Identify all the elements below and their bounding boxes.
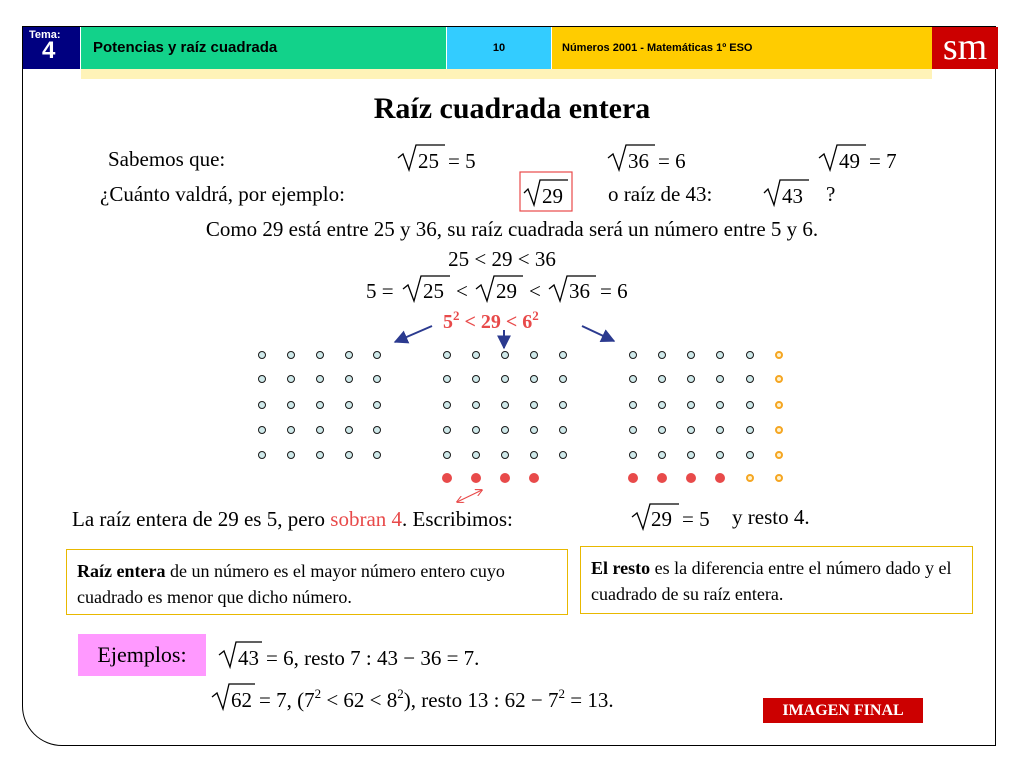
examples-label: Ejemplos: xyxy=(78,634,206,676)
grid-25-dot xyxy=(345,351,353,359)
conclusion-text: La raíz entera de 29 es 5, pero sobran 4. Escribimos: xyxy=(72,507,513,531)
grid-36-dot xyxy=(629,351,637,359)
page-number: 10 xyxy=(447,27,551,69)
grid-36-dot xyxy=(716,401,724,409)
grid-25-dot xyxy=(287,375,295,383)
grid-36-red-dot xyxy=(686,473,696,483)
svg-text:= 5: = 5 xyxy=(682,507,710,531)
grid-25-dot xyxy=(373,351,381,359)
svg-text:29: 29 xyxy=(651,507,672,531)
grid-25-dot xyxy=(287,401,295,409)
grid-36-dot xyxy=(658,351,666,359)
grid-36-dot xyxy=(658,375,666,383)
grid-36-orange-dot xyxy=(775,351,783,359)
slide-title: Raíz cuadrada entera xyxy=(373,92,651,125)
grid-29-dot xyxy=(559,401,567,409)
grid-36-red-dot xyxy=(628,473,638,483)
definition-rest-term: El resto xyxy=(591,558,651,578)
grid-25-dot xyxy=(345,426,353,434)
grid-25-dot xyxy=(316,401,324,409)
grid-29-dot xyxy=(530,375,538,383)
grid-29-dot xyxy=(443,426,451,434)
grid-25-dot xyxy=(287,351,295,359)
question-label: ¿Cuánto valdrá, por ejemplo: xyxy=(100,182,345,206)
grid-29-dot xyxy=(530,426,538,434)
definition-root-term: Raíz entera xyxy=(77,561,166,581)
grid-29-dot xyxy=(559,375,567,383)
svg-text:43: 43 xyxy=(782,184,803,208)
grid-36-orange-dot xyxy=(775,426,783,434)
grid-29-dot xyxy=(472,351,480,359)
grid-36-dot xyxy=(687,426,695,434)
grid-25-dot xyxy=(316,426,324,434)
result-25: = 5 xyxy=(448,149,476,173)
grid-25-dot xyxy=(373,401,381,409)
grid-36-orange-dot xyxy=(775,401,783,409)
book-title: Números 2001 - Matemáticas 1º ESO xyxy=(562,42,753,54)
grid-36-dot xyxy=(658,401,666,409)
grid-36-dot xyxy=(687,451,695,459)
grid-29-dot xyxy=(472,451,480,459)
grid-29-dot xyxy=(559,451,567,459)
grid-29-dot xyxy=(472,375,480,383)
grid-36-orange-dot xyxy=(775,375,783,383)
grid-36-red-dot xyxy=(657,473,667,483)
grid-29-red-dot xyxy=(500,473,510,483)
grid-29-dot xyxy=(530,351,538,359)
grid-25-dot xyxy=(316,451,324,459)
grid-36-dot xyxy=(629,451,637,459)
grid-36-dot xyxy=(746,351,754,359)
or-label: o raíz de 43: xyxy=(608,182,713,206)
definition-root xyxy=(66,549,568,615)
grid-36-orange-dot xyxy=(746,474,754,482)
grid-25-dot xyxy=(373,375,381,383)
svg-text:= 6: = 6 xyxy=(600,279,628,303)
svg-text:25: 25 xyxy=(423,279,444,303)
grid-29-dot xyxy=(501,375,509,383)
svg-text:43: 43 xyxy=(238,646,259,670)
grid-29-dot xyxy=(530,451,538,459)
grid-36-dot xyxy=(629,401,637,409)
tema-number: 4 xyxy=(42,37,56,64)
grid-29-dot xyxy=(472,426,480,434)
grid-29-dot xyxy=(501,426,509,434)
grid-36-dot xyxy=(716,375,724,383)
grid-36-dot xyxy=(629,375,637,383)
svg-text:29: 29 xyxy=(542,184,563,208)
svg-text:<: < xyxy=(456,279,468,303)
grid-29-dot xyxy=(501,401,509,409)
svg-text:5 =: 5 = xyxy=(366,279,394,303)
radicand-49: 49 xyxy=(839,149,860,173)
grid-25-dot xyxy=(287,451,295,459)
grid-29-dot xyxy=(443,375,451,383)
conclusion-rest: y resto 4. xyxy=(732,505,810,529)
grid-29-dot xyxy=(443,451,451,459)
grid-36-dot xyxy=(687,401,695,409)
grid-25-dot xyxy=(258,351,266,359)
svg-text:= 7, (72 < 62 < 82), resto 13: = 7, $(7^2 < 62 < 8^2)$, resto 13 : $62 - 7^2 = 13$. xyxy=(259,686,614,712)
final-image-badge: IMAGEN FINAL xyxy=(763,698,923,723)
explanation-text: Como 29 está entre 25 y 36, su raíz cuadrada será un número entre 5 y 6. xyxy=(205,217,819,241)
grid-25-dot xyxy=(345,451,353,459)
grid-29-dot xyxy=(501,351,509,359)
grid-29-dot xyxy=(443,351,451,359)
grid-36-dot xyxy=(716,426,724,434)
grid-25-dot xyxy=(258,451,266,459)
grid-25-dot xyxy=(287,426,295,434)
grid-29-red-dot xyxy=(442,473,452,483)
grid-29-dot xyxy=(501,451,509,459)
grid-25-dot xyxy=(258,426,266,434)
definition-root-text: de un número es el mayor número entero cuyo cuadrado es menor que dicho número. xyxy=(77,561,505,607)
svg-text:29: 29 xyxy=(496,279,517,303)
grid-36-dot xyxy=(716,351,724,359)
tema-label: Tema: xyxy=(29,29,61,41)
grid-36-dot xyxy=(658,426,666,434)
grid-36-orange-dot xyxy=(775,474,783,482)
definition-rest-text: es la diferencia entre el número dado y el cuadrado de su raíz entera. xyxy=(591,558,952,604)
grid-36-dot xyxy=(746,375,754,383)
grid-36-dot xyxy=(746,426,754,434)
grid-36-red-dot xyxy=(715,473,725,483)
grid-29-dot xyxy=(472,401,480,409)
grid-25-dot xyxy=(345,375,353,383)
grid-25-dot xyxy=(345,401,353,409)
grid-29-red-dot xyxy=(471,473,481,483)
grid-25-dot xyxy=(373,451,381,459)
definition-rest xyxy=(580,546,973,614)
known-label: Sabemos que: xyxy=(108,147,226,171)
inequality-squares: 25 < 29 < 36 xyxy=(448,247,556,271)
grid-29-dot xyxy=(559,426,567,434)
result-49: = 7 xyxy=(869,149,897,173)
radicand-25: 25 xyxy=(418,149,439,173)
publisher-logo: sm xyxy=(932,27,998,69)
svg-text:= 6, resto 7 : 43 − 36 = 7.: = 6, resto 7 : 43 − 36 = 7. xyxy=(266,646,480,670)
result-36: = 6 xyxy=(658,149,686,173)
unit-title: Potencias y raíz cuadrada xyxy=(93,39,278,56)
grid-36-dot xyxy=(687,351,695,359)
radicand-36: 36 xyxy=(628,149,649,173)
svg-text:62: 62 xyxy=(231,688,252,712)
grid-36-dot xyxy=(746,401,754,409)
grid-29-dot xyxy=(530,401,538,409)
grid-36-dot xyxy=(629,426,637,434)
grid-25-dot xyxy=(373,426,381,434)
svg-text:36: 36 xyxy=(569,279,590,303)
svg-text:<: < xyxy=(529,279,541,303)
grid-25-dot xyxy=(316,351,324,359)
grid-36-dot xyxy=(658,451,666,459)
grid-25-dot xyxy=(316,375,324,383)
grid-36-dot xyxy=(746,451,754,459)
grid-25-dot xyxy=(258,375,266,383)
grid-36-orange-dot xyxy=(775,451,783,459)
grid-29-dot xyxy=(443,401,451,409)
inequality-powers: $5^2 < 29 < 6^2$ xyxy=(443,308,539,333)
grid-29-red-dot xyxy=(529,473,539,483)
grid-29-dot xyxy=(559,351,567,359)
question-mark: ? xyxy=(826,182,836,206)
grid-36-dot xyxy=(716,451,724,459)
grid-36-dot xyxy=(687,375,695,383)
grid-25-dot xyxy=(258,401,266,409)
